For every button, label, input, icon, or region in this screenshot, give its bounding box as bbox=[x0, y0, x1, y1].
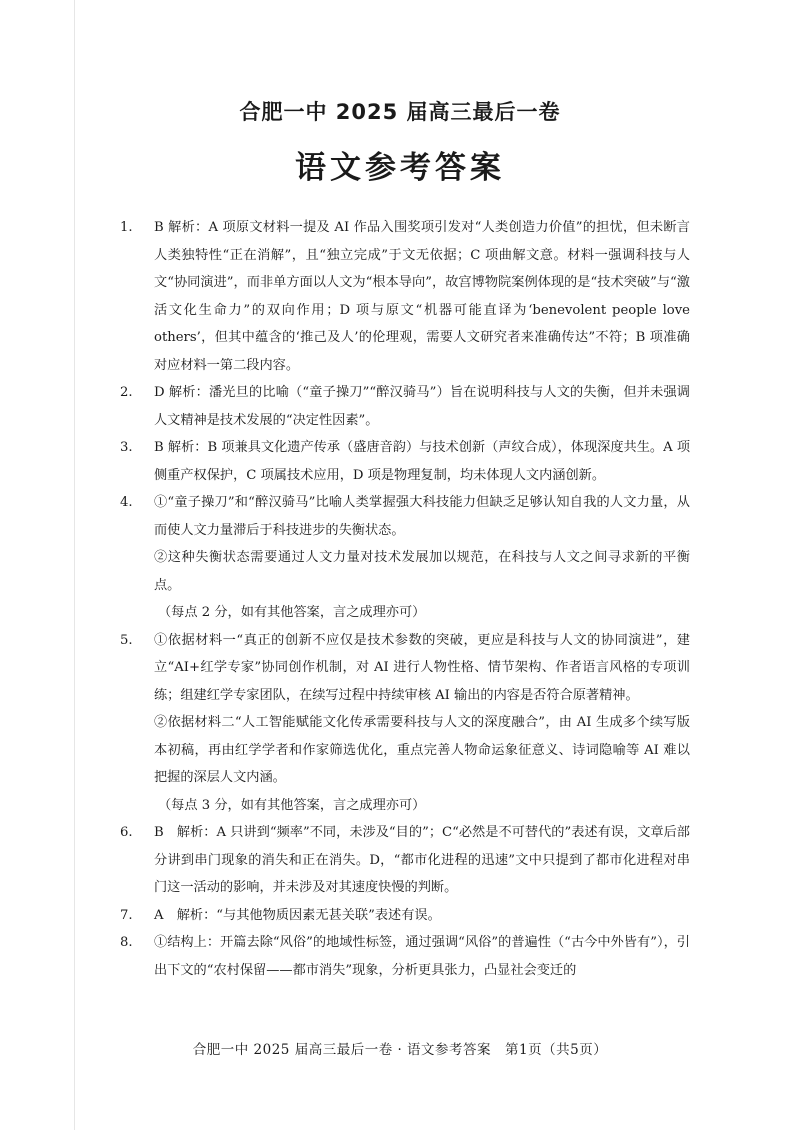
answer-paragraph: ②这种失衡状态需要通过人文力量对技术发展加以规范，在科技与人文之间寻求新的平衡点。 bbox=[154, 550, 690, 593]
item-number: 4. bbox=[120, 495, 133, 510]
answer-item-1 bbox=[120, 214, 690, 379]
answer-item-7 bbox=[120, 902, 690, 930]
item-number: 8. bbox=[120, 935, 133, 950]
page-footer: 合肥一中 2025 届高三最后一卷 · 语文参考答案 第1页（共5页） bbox=[192, 1042, 608, 1058]
answer-paragraph: ①依据材料一“真正的创新不应仅是技术参数的突破，更应是科技与人文的协同演进”，建立“AI+红学专家”协同创作机制，对 AI 进行人物性格、情节架构、作者语言风格的专项训练；组建红学专家团队，在续写过程中持续审核 AI 输出的内容是否符合原著精神。 bbox=[154, 632, 690, 703]
item-number: 5. bbox=[120, 632, 133, 648]
answer-item-6 bbox=[120, 819, 690, 902]
answer-paragraph: ②依据材料二“人工智能赋能文化传承需要科技与人文的深度融合”，由 AI 生成多个续写版本初稿，再由红学学者和作家筛选优化，重点完善人物命运象征意义、诗词隐喻等 AI 难以把握的深层人文内涵。 bbox=[154, 715, 690, 785]
answer-item-8 bbox=[120, 929, 690, 984]
scoring-note: （每点 3 分，如有其他答案，言之成理亦可） bbox=[158, 797, 426, 813]
answer-paragraph: ①结构上：开篇去除“风俗”的地域性标签，通过强调“风俗”的普遍性（“古今中外皆有”），引出下文的“农村保留——都市消失”现象，分析更具张力，凸显社会变迁的 bbox=[154, 935, 690, 978]
answer-paragraph: B 解析：A 只讲到“频率”不同，未涉及“目的”；C“必然是不可替代的”表述有误，文章后部分讲到串门现象的消失和正在消失。D，“都市化进程的迅速”文中只提到了都市化进程对串门这一活动的影响，并未涉及对其速度快慢的判断。 bbox=[154, 825, 690, 895]
answer-item-3 bbox=[120, 434, 690, 489]
item-number: 7. bbox=[120, 907, 133, 923]
answer-item-4 bbox=[120, 489, 690, 627]
answer-paragraph: B 解析：A 项原文材料一提及 AI 作品入围奖项引发对“人类创造力价值”的担忧，但未断言人类独特性“正在消解”，且“独立完成”于文无依据；C 项曲解文意。材料一强调科技与人文“协同演进”，而非单方面以人文为“根本导向”，故宫博物院案例体现的是“技术突破”与“激活文化生命力”的双向作用；D 项与原文“机器可能直译为‘benevolent people love others’，但其中蕴含的‘推己及人’的伦理观，需要人文研究者来准确传达”不符；B 项准确对应材料一第二段内容。 bbox=[154, 220, 690, 373]
item-number: 6. bbox=[120, 825, 133, 840]
answer-paragraph: B 解析：B 项兼具文化遗产传承（盛唐音韵）与技术创新（声纹合成），体现深度共生。A 项侧重产权保护，C 项属技术应用，D 项是物理复制，均未体现人文内涵创新。 bbox=[154, 440, 691, 483]
answer-paragraph: A 解析：“与其他物质因素无甚关联”表述有误。 bbox=[154, 907, 441, 923]
answer-item-2 bbox=[120, 379, 690, 434]
item-number: 3. bbox=[120, 440, 133, 455]
answer-paragraph: ①“童子操刀”和“醉汉骑马”比喻人类掌握强大科技能力但缺乏足够认知自我的人文力量，从而使人文力量滞后于科技进步的失衡状态。 bbox=[154, 495, 690, 538]
answer-item-5 bbox=[120, 627, 690, 820]
item-number: 2. bbox=[120, 385, 133, 400]
answer-content bbox=[120, 214, 690, 984]
answer-paragraph: D 解析：潘光旦的比喻（“童子操刀”“醉汉骑马”）旨在说明科技与人文的失衡，但并未强调人文精神是技术发展的“决定性因素”。 bbox=[154, 385, 690, 428]
document-title: 语文参考答案 bbox=[295, 150, 505, 186]
item-number: 1. bbox=[120, 220, 133, 235]
scoring-note: （每点 2 分，如有其他答案，言之成理亦可） bbox=[158, 605, 426, 620]
exam-header-title: 合肥一中 2025 届高三最后一卷 bbox=[239, 100, 561, 124]
